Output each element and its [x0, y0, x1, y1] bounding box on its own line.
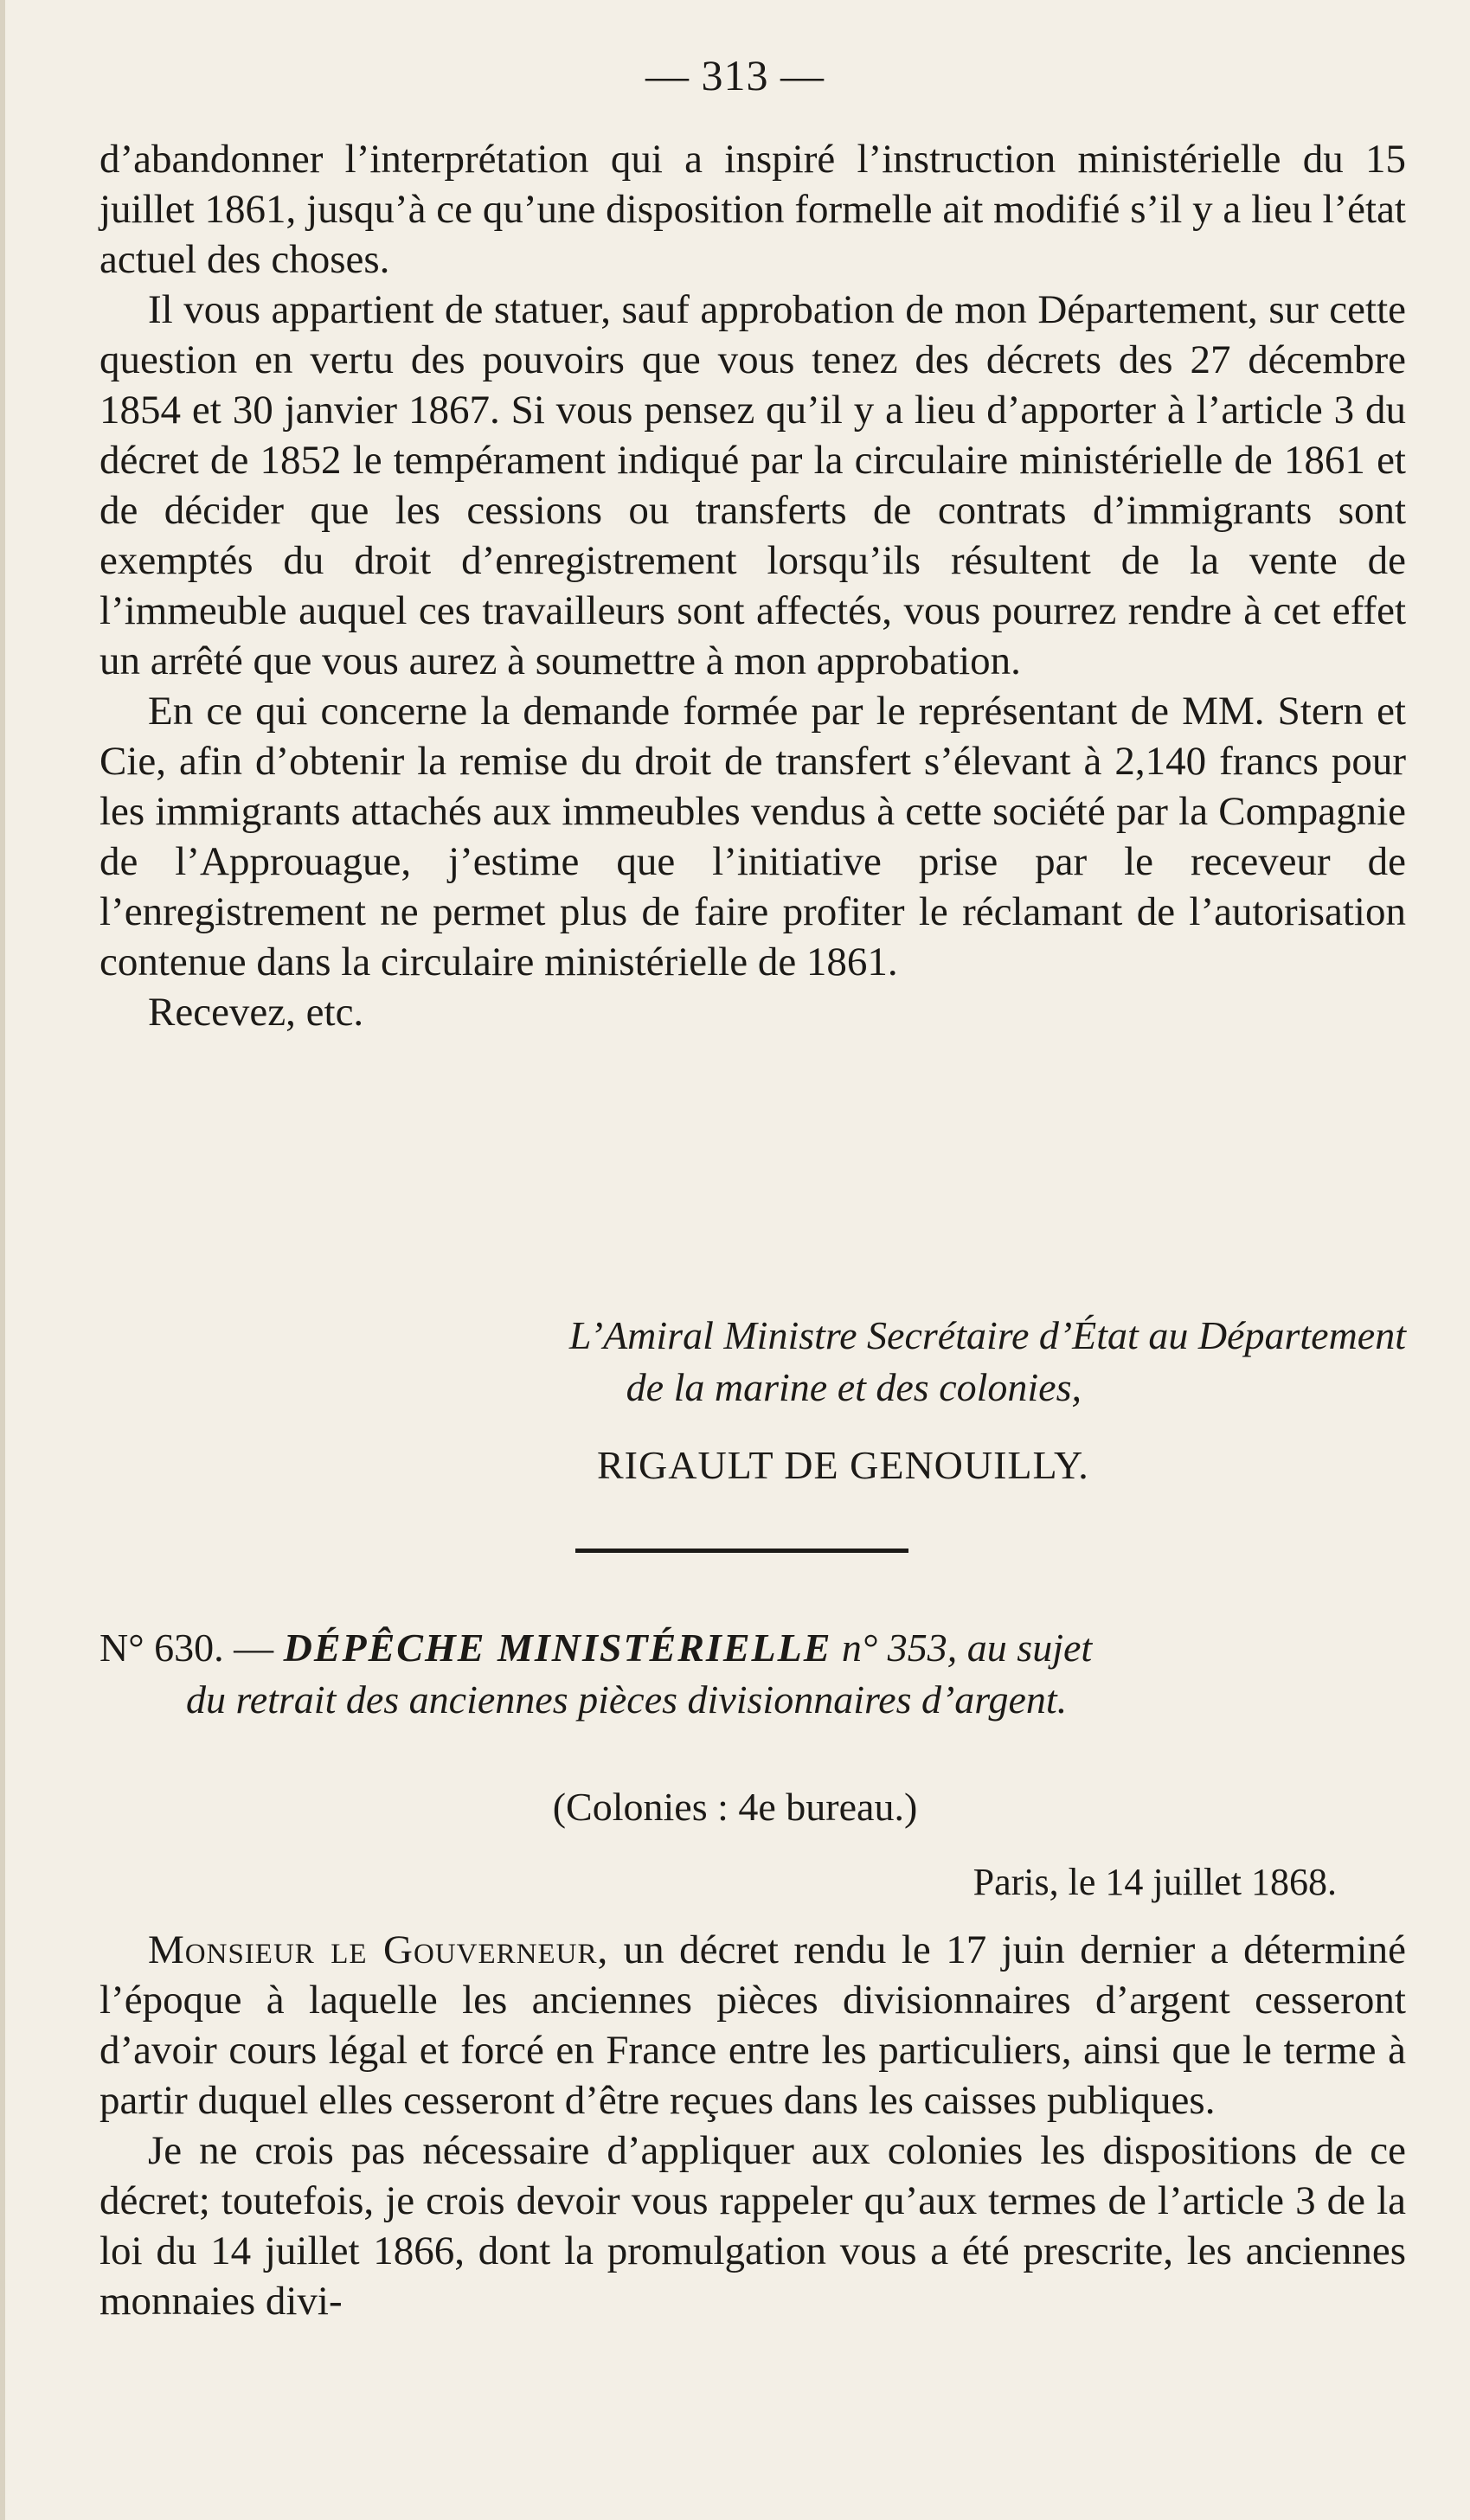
page-edge	[0, 0, 5, 2520]
date-line: Paris, le 14 juillet 1868.	[973, 1861, 1337, 1903]
paragraph-continued: d’abandonner l’interprétation qui a inspiré l’instruction ministérielle du 15 juillet 1861, jusqu’à ce qu’une disposition formelle ait modifié s’il y a lieu l’état actuel des choses.	[99, 137, 1406, 282]
page-number: — 313 —	[645, 51, 825, 99]
paragraph-decret	[99, 1925, 1406, 2126]
paragraph-demande: En ce qui concerne la demande formée par le représentant de MM. Stern et Cie, afin d’obtenir la remise du droit de transfert s’élevant à 2,140 francs pour les immigrants attachés aux immeubles vendus à cette société par la Compagnie de l’Approuague, j’estime que l’initiative prise par le receveur de l’enregistrement ne permet plus de faire profiter le réclamant de l’autorisation contenue dans la circulaire ministérielle de 1861.	[99, 689, 1406, 984]
bureau-line: (Colonies : 4e bureau.)	[552, 1785, 918, 1829]
closing-formula: Recevez, etc.	[148, 990, 364, 1035]
heading-number: N° 630. —	[99, 1625, 274, 1670]
salutation: Monsieur le Gouverneur,	[148, 1927, 609, 1972]
heading-line1	[99, 1622, 1406, 1674]
heading-ref: n° 353,	[841, 1625, 958, 1670]
signature-title-line2: de la marine et des colonies,	[626, 1365, 1082, 1409]
heading-title: DÉPÊCHE MINISTÉRIELLE	[283, 1625, 832, 1670]
signature-name: RIGAULT DE GENOUILLY.	[597, 1443, 1089, 1487]
signature-title-line1: L’Amiral Ministre Secrétaire d’État au Département	[568, 1313, 1406, 1357]
heading-subject: du retrait des anciennes pièces divisionnaires d’argent.	[186, 1677, 1068, 1722]
top-text-block	[99, 134, 1406, 1037]
heading-subject-start: au sujet	[966, 1625, 1093, 1670]
section-divider	[575, 1549, 908, 1553]
paragraph-dispositions: Je ne crois pas nécessaire d’appliquer aux colonies les dispositions de ce décret; toutefois, je crois devoir vous rappeler qu’aux termes de l’article 3 de la loi du 14 juillet 1866, dont la promulgation vous a été prescrite, les anciennes monnaies divi-	[99, 2128, 1406, 2324]
paragraph-decret-text: un décret rendu le 17 juin dernier a déterminé l’époque à laquelle les anciennes pièces divisionnaires d’argent cesseront d’avoir cours légal et forcé en France entre les particuliers, ainsi que le terme à partir duquel elles cesseront d’être reçues dans les caisses publiques.	[99, 1927, 1406, 2123]
paragraph-statuer: Il vous appartient de statuer, sauf approbation de mon Département, sur cette question en vertu des pouvoirs que vous tenez des décrets des 27 décembre 1854 et 30 janvier 1867. Si vous pensez qu’il y a lieu d’apporter à l’article 3 du décret de 1852 le tempérament indiqué par la circulaire ministérielle de 1861 et de décider que les cessions ou transferts de contrats d’immigrants sont exemptés du droit d’enregistrement lorsqu’ils résultent de la vente de l’immeuble auquel ces travailleurs sont affectés, vous pourrez rendre à cet effet un arrêté que vous aurez à soumettre à mon approbation.	[99, 287, 1406, 683]
document-heading	[99, 1622, 1406, 1726]
bottom-text-block	[99, 1925, 1406, 2326]
